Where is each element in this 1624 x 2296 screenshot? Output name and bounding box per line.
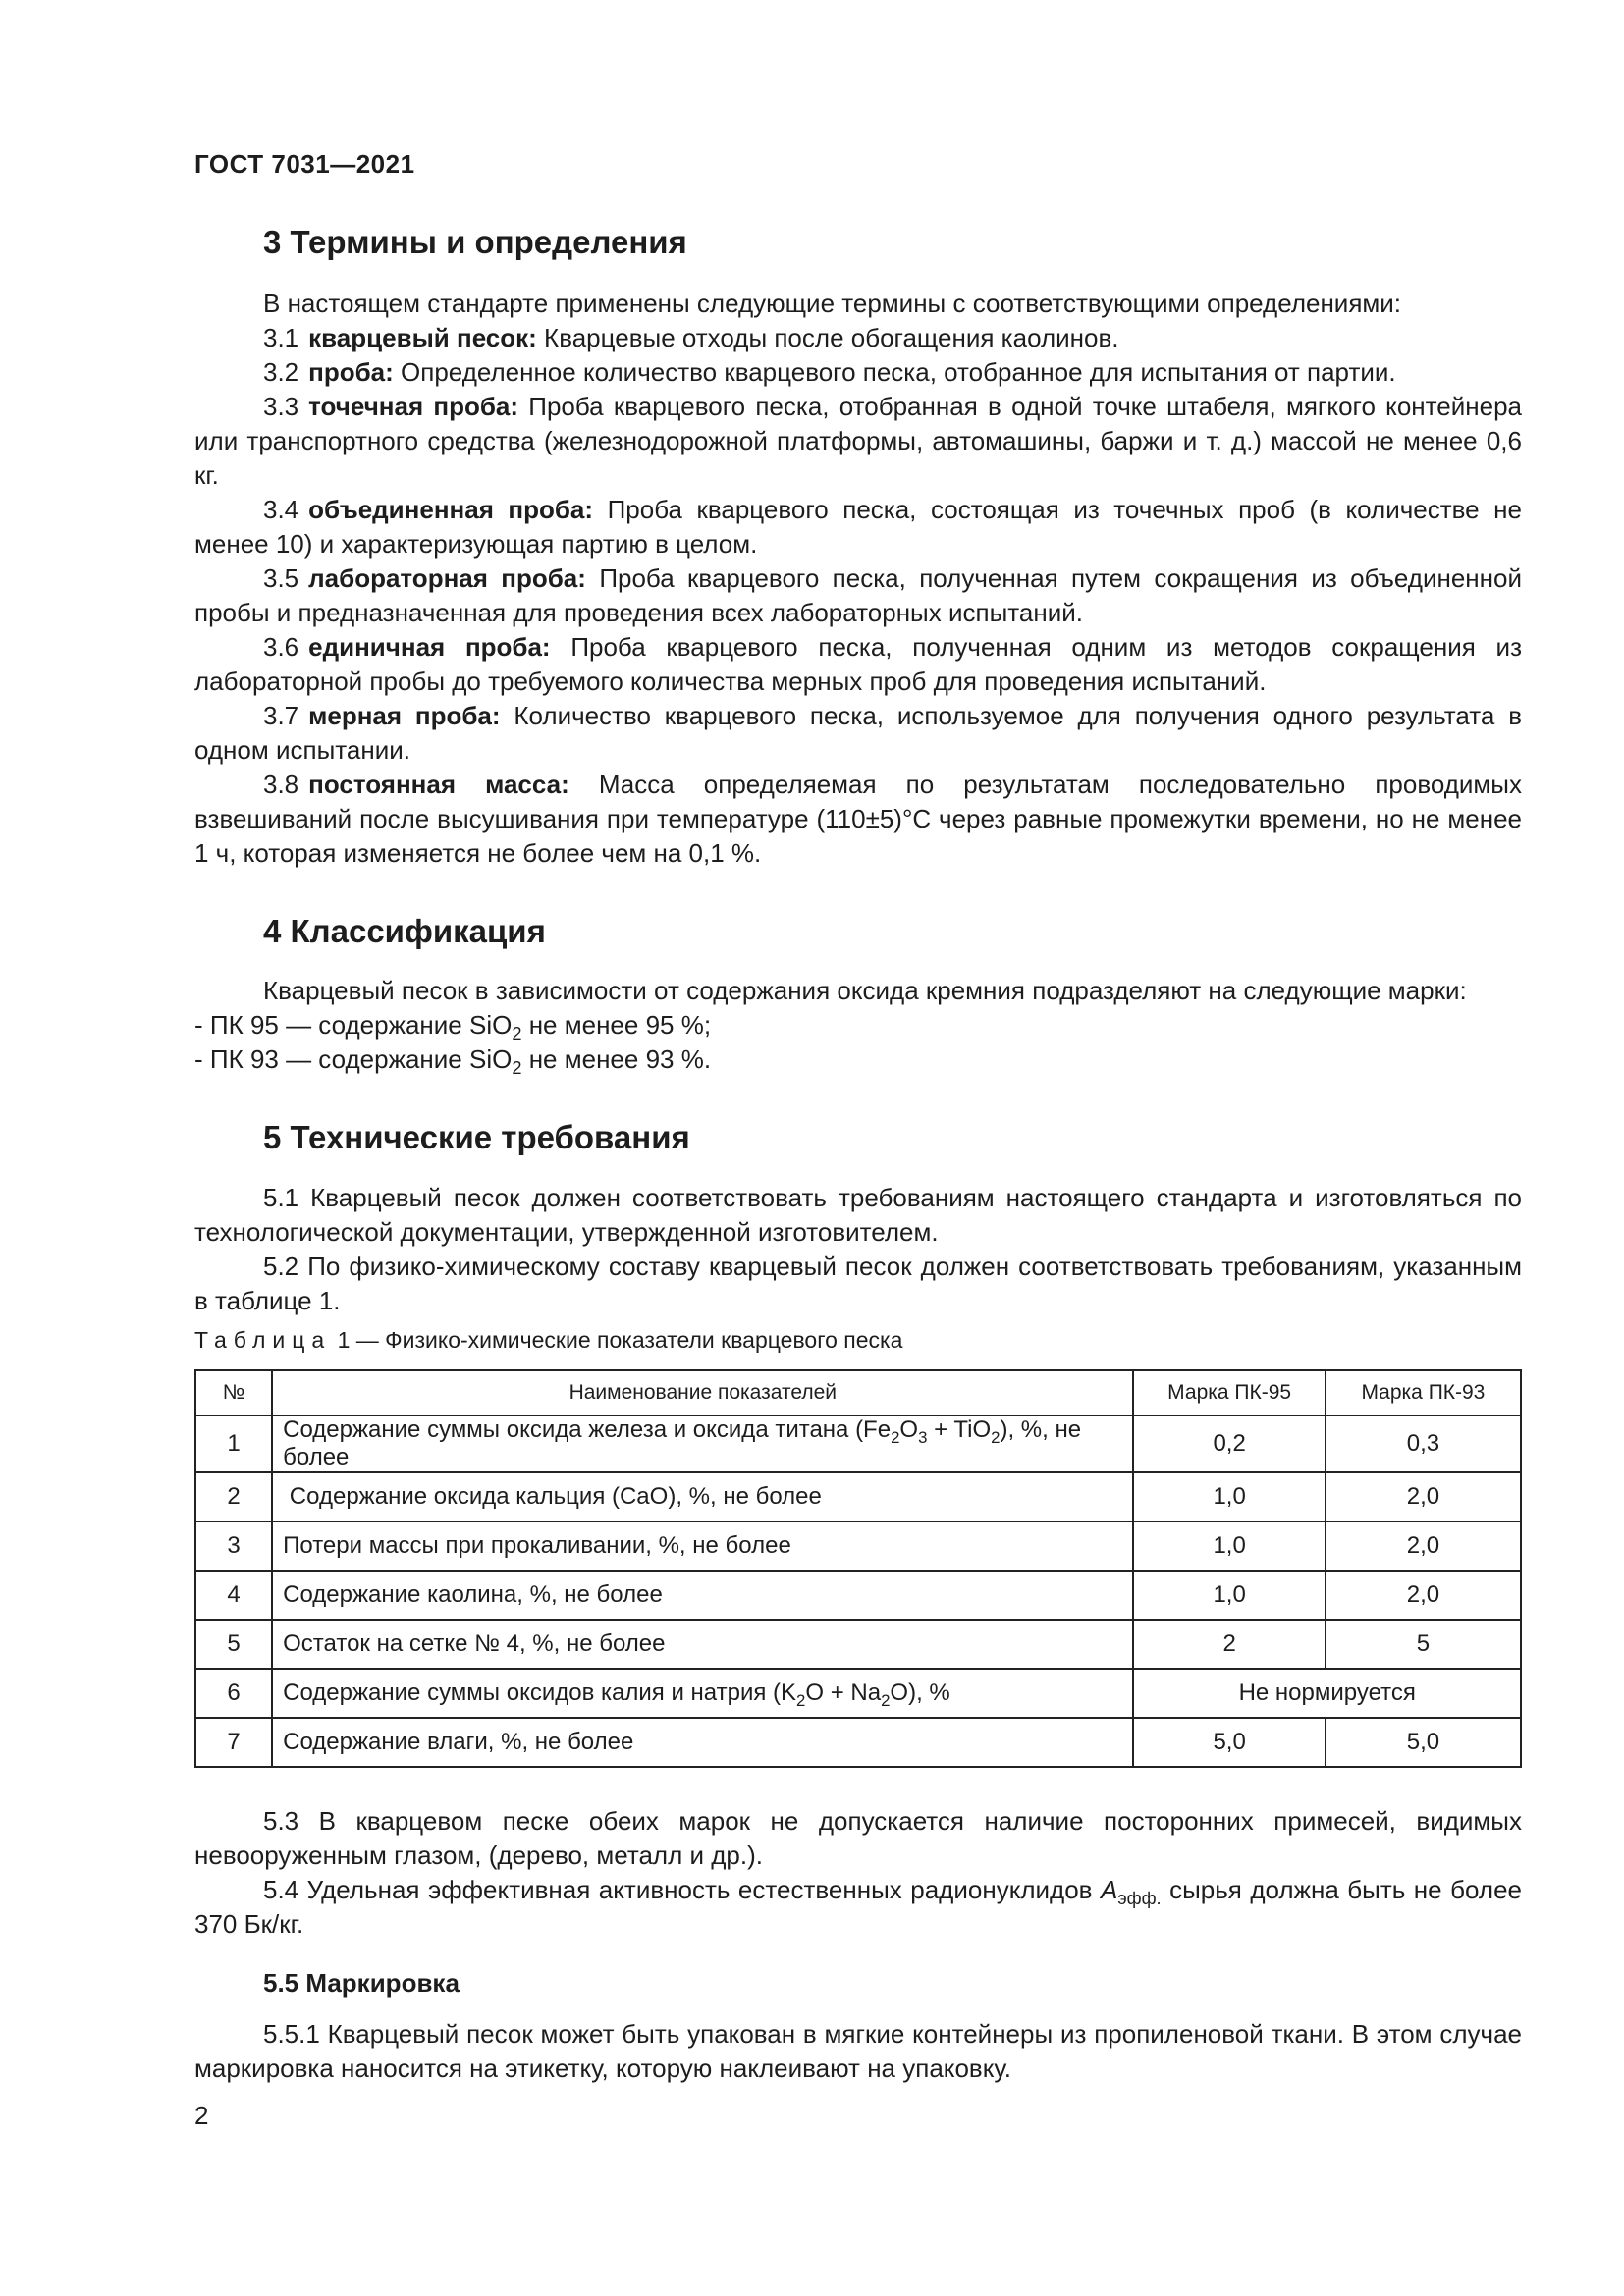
row-number: 1 (195, 1415, 272, 1472)
row-number: 3 (195, 1522, 272, 1571)
table-row (195, 1571, 1521, 1620)
table-row (195, 1472, 1521, 1522)
table-row (195, 1718, 1521, 1767)
term-3-3: 3.3 точечная проба: Проба кварцевого песка, отобранная в одной точке штабеля, мягкого контейнера или транспортного средства (железнодорожной платформы, автомашины, баржи и т. д.) массой не менее 0,6 кг. (194, 392, 1522, 490)
row-value-pk95: 1,0 (1133, 1472, 1325, 1522)
section-4-intro: Кварцевый песок в зависимости от содержания оксида кремния подразделяют на следующие марки: (263, 976, 1467, 1005)
row-value-pk93: 2,0 (1326, 1571, 1521, 1620)
para-5-3: 5.3 В кварцевом песке обеих марок не допускается наличие посторонних примесей, видимых невооруженным глазом, (дерево, металл и др.). (194, 1806, 1522, 1870)
para-5-1: 5.1 Кварцевый песок должен соответствовать требованиям настоящего стандарта и изготовляться по технологической документации, утвержденной изготовителем. (194, 1183, 1522, 1247)
row-value-merged: Не нормируется (1133, 1669, 1521, 1718)
term-3-4: 3.4 объединенная проба: Проба кварцевого песка, состоящая из точечных проб (в количестве не менее 10) и характеризующая партию в целом. (194, 495, 1522, 559)
para-5-4: 5.4 Удельная эффективная активность естественных радионуклидов $A_{эфф.}$ сырья должна быть не более 370 Бк/кг. (194, 1875, 1522, 1939)
row-value-pk95: 5,0 (1133, 1718, 1325, 1767)
grade-pk93: - ПК 93 — содержание SiO$_2$ не менее 93 %. (194, 1044, 712, 1078)
row-name: Содержание суммы оксида железа и оксида титана $(Fe_2O_3 + TiO_2)$, %, не более (272, 1415, 1133, 1472)
properties-table (194, 1369, 1522, 1768)
row-value-pk95: 2 (1133, 1620, 1325, 1669)
section-5-title: 5 Технические требования (263, 1119, 690, 1155)
row-value-pk95: 1,0 (1133, 1571, 1325, 1620)
row-value-pk95: 1,0 (1133, 1522, 1325, 1571)
section-3-intro: В настоящем стандарте применены следующие термины с соответствующими определениями: (263, 289, 1402, 318)
col-header-pk93: Марка ПК-93 (1326, 1370, 1521, 1415)
para-5-5-1-wrap (194, 2017, 1522, 2086)
row-number: 5 (195, 1620, 272, 1669)
term-3-2: 3.2 проба: Определенное количество кварцевого песка, отобранное для испытания от партии. (263, 357, 1396, 387)
section-5-intro (194, 1181, 1522, 1318)
table-row (195, 1522, 1521, 1571)
page-number: 2 (194, 2101, 209, 2130)
term-3-7: 3.7 мерная проба: Количество кварцевого песка, используемое для получения одного результата в одном испытании. (194, 701, 1523, 765)
subsection-5-5-title: 5.5 Маркировка (263, 1968, 460, 1998)
row-number: 4 (195, 1571, 272, 1620)
row-name: Потери массы при прокаливании, %, не более (272, 1522, 1133, 1571)
table-row (195, 1620, 1521, 1669)
section-3-title: 3 Термины и определения (263, 224, 687, 260)
grade-pk95: - ПК 95 — содержание SiO$_2$ не менее 95 %; (194, 1010, 712, 1043)
table-row (195, 1669, 1521, 1718)
term-3-8: 3.8 постоянная масса: Масса определяемая по результатам последовательно проводимых взвешиваний после высушивания при температуре (110±5)°С через равные промежутки времени, но не менее 1 ч, которая изменяется не более чем на 0,1 %. (194, 770, 1522, 868)
term-3-5: 3.5 лабораторная проба: Проба кварцевого песка, полученная путем сокращения из объединенной пробы и предназначенная для проведения всех лабораторных испытаний. (194, 563, 1522, 627)
document-id: ГОСТ 7031—2021 (194, 149, 415, 179)
table-caption: Таблица 1 — Физико-химические показатели кварцевого песка (194, 1327, 903, 1353)
row-number: 6 (195, 1669, 272, 1718)
row-name: Содержание оксида кальция (CaO), %, не более (272, 1472, 1133, 1522)
term-3-1: 3.1 кварцевый песок: Кварцевые отходы после обогащения каолинов. (263, 323, 1119, 352)
row-value-pk95: 0,2 (1133, 1415, 1325, 1472)
row-name: Содержание суммы оксидов калия и натрия $(K_2O + Na_2O)$, % (272, 1669, 1133, 1718)
row-name: Содержание каолина, %, не более (272, 1571, 1133, 1620)
para-5-5-1: 5.5.1 Кварцевый песок может быть упакован в мягкие контейнеры из пропиленовой ткани. В этом случае маркировка наносится на этикетку, которую наклеивают на упаковку. (194, 2019, 1522, 2083)
row-number: 7 (195, 1718, 272, 1767)
row-value-pk93: 0,3 (1326, 1415, 1521, 1472)
row-value-pk93: 5,0 (1326, 1718, 1521, 1767)
para-5-2: 5.2 По физико-химическому составу кварцевый песок должен соответствовать требованиям, указанным в таблице 1. (194, 1252, 1522, 1315)
col-header-number: № (195, 1370, 272, 1415)
row-name: Содержание влаги, %, не более (272, 1718, 1133, 1767)
row-value-pk93: 2,0 (1326, 1522, 1521, 1571)
section-3-body (194, 287, 1522, 871)
section-4-title: 4 Классификация (263, 913, 546, 949)
col-header-name: Наименование показателей (272, 1370, 1133, 1415)
table-row (195, 1415, 1521, 1472)
section-5-outro (194, 1804, 1522, 1942)
row-value-pk93: 2,0 (1326, 1472, 1521, 1522)
row-number: 2 (195, 1472, 272, 1522)
term-3-6: 3.6 единичная проба: Проба кварцевого песка, полученная одним из методов сокращения из лабораторной пробы до требуемого количества мерных проб для проведения испытаний. (194, 632, 1522, 696)
table-header-row (195, 1370, 1521, 1415)
section-4-body (194, 974, 1522, 1077)
col-header-pk95: Марка ПК-95 (1133, 1370, 1325, 1415)
row-name: Остаток на сетке № 4, %, не более (272, 1620, 1133, 1669)
row-value-pk93: 5 (1326, 1620, 1521, 1669)
